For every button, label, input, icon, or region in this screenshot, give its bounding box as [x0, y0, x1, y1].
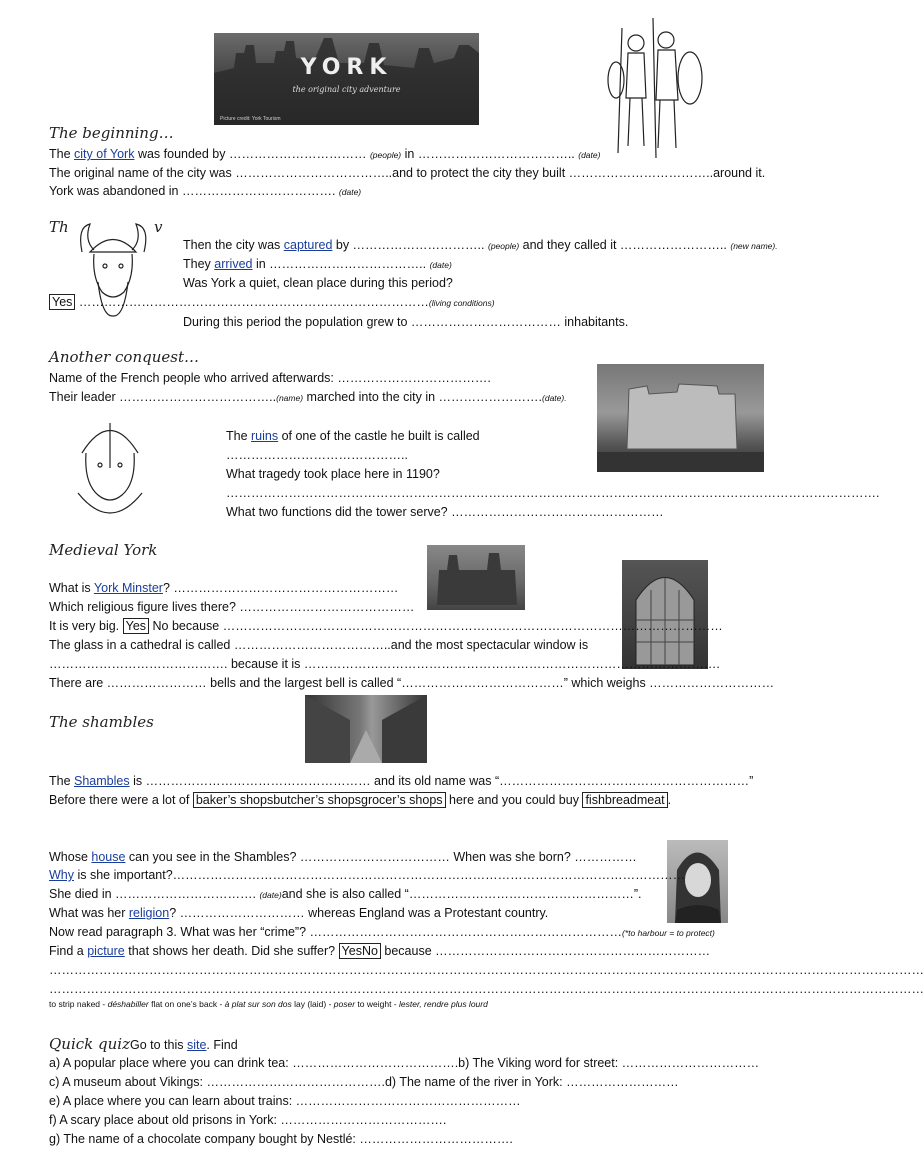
note: (new name).: [730, 241, 778, 251]
minster-shape: [427, 545, 525, 610]
conquest-line-6: ………………………………………………………………………………………………………………………………………….: [226, 486, 880, 500]
quiz-line-f: f) A scary place about old prisons in York: ………………………………….: [49, 1113, 447, 1127]
text: Go to this: [129, 1038, 187, 1052]
viking-line-5: During this period the population grew to ……………………………… inhabitants.: [183, 315, 629, 329]
shambles-line-8: [49, 944, 710, 958]
shambles-line-9: …………………………………………………………………………………………………………………………………………………………………………………………: [49, 963, 924, 977]
text: that shows her death. Did she suffer?: [124, 944, 339, 958]
yes-no-dropdown[interactable]: YesNo: [339, 943, 381, 959]
text: déshabiller: [107, 999, 149, 1009]
note: (date): [338, 187, 362, 197]
banner-tagline: the original city adventure: [292, 85, 401, 94]
shambles-line-3: [49, 850, 637, 864]
religion-link[interactable]: religion: [128, 906, 170, 920]
captured-link[interactable]: captured: [283, 238, 333, 252]
text: Then the city was: [183, 238, 284, 252]
city-of-york-link[interactable]: city of York: [74, 147, 135, 161]
conquest-line-4: ……………………………………..: [226, 448, 408, 462]
medieval-line-3: [49, 619, 723, 633]
text: and she is also called “………………………………………………”.: [281, 887, 642, 901]
beginning-line-3: [49, 184, 361, 198]
quiz-line-e: e) A place where you can learn about trains: ………………………………………………: [49, 1094, 521, 1108]
glossary: [49, 999, 488, 1009]
text: à plat sur son dos: [224, 999, 292, 1009]
shops-dropdown[interactable]: baker’s shopsbutcher’s shopsgrocer’s shops: [193, 792, 446, 808]
quiz-line-c: c) A museum about Vikings: …………………………………….d) The name of the river in York: ………………………: [49, 1075, 679, 1089]
text: ? ………………………………………………: [162, 581, 399, 595]
note: (date).: [542, 393, 567, 403]
text: and they called it ……………………..: [519, 238, 731, 252]
norman-soldier-drawing: [70, 413, 150, 525]
text: flat on one’s back -: [148, 999, 225, 1009]
viking-line-1: [183, 238, 778, 252]
text: Before there were a lot of: [49, 793, 193, 807]
note: (people): [369, 150, 402, 160]
text: The: [49, 774, 75, 788]
why-link[interactable]: Why: [49, 868, 74, 882]
beginning-line-2: The original name of the city was ………………………………..and to protect the city they built ……………………………..around it.: [49, 166, 766, 180]
text: to weight -: [355, 999, 399, 1009]
section-title-quiz: Quick quiz: [49, 1035, 130, 1053]
shambles-line-10: …………………………………………………………………………………………………………………………………………………………………………………………: [49, 982, 924, 996]
text: marched into the city in …………………….: [303, 390, 543, 404]
text: The: [49, 147, 75, 161]
conquest-line-3: [226, 429, 480, 443]
quiz-header: [49, 1035, 238, 1053]
quiz-line-g: g) The name of a chocolate company bought by Nestlé: ……………………………….: [49, 1132, 513, 1146]
cliffords-tower-photo: [597, 364, 764, 472]
text: No because …………………………………………………………………………………………………………: [149, 619, 723, 633]
picture-link[interactable]: picture: [87, 944, 125, 958]
text: What is: [49, 581, 94, 595]
viking-line-4: [49, 295, 495, 309]
yes-option-box[interactable]: Yes: [123, 618, 149, 634]
note: (date): [259, 890, 282, 900]
medieval-line-1: [49, 581, 398, 595]
shambles-line-4: [49, 868, 685, 882]
viking-line-2: [183, 257, 452, 271]
conquest-line-5: What tragedy took place here in 1190?: [226, 467, 440, 481]
text: York was abandoned in ……………………………….: [49, 184, 339, 198]
text: The: [226, 429, 252, 443]
section-title-shambles: The shambles: [49, 713, 154, 731]
text: Find a: [49, 944, 88, 958]
section-title-viking-a: Th: [49, 218, 69, 236]
text: in ………………………………..: [401, 147, 579, 161]
shambles-line-1: [49, 774, 753, 788]
shambles-link[interactable]: Shambles: [74, 774, 130, 788]
viking-line-3: Was York a quiet, clean place during this period?: [183, 276, 453, 290]
medieval-line-6: There are …………………… bells and the largest bell is called “…………………………………” which weighs …………………………: [49, 676, 775, 690]
quiz-line-a: a) A popular place where you can drink tea: ………………………………….b) The Viking word for street: ……………………………: [49, 1056, 760, 1070]
note: (people): [487, 241, 520, 251]
yes-option-box[interactable]: Yes: [49, 294, 75, 310]
text: can you see in the Shambles? ……………………………… When was she born? ……………: [125, 850, 637, 864]
shambles-line-6: [49, 906, 548, 920]
text: to strip naked -: [49, 999, 108, 1009]
conquest-line-7: What two functions did the tower serve? ……………………………………………: [226, 505, 664, 519]
ruins-link[interactable]: ruins: [251, 429, 279, 443]
text: here and you could buy: [445, 793, 583, 807]
text: . Find: [206, 1038, 238, 1052]
section-title-conquest: Another conquest…: [49, 348, 199, 366]
section-title-viking-b: v: [154, 218, 163, 236]
text: in ………………………………..: [252, 257, 430, 271]
text: Whose: [49, 850, 92, 864]
street-shape: [305, 695, 427, 763]
text: ? ………………………… whereas England was a Protestant country.: [169, 906, 549, 920]
text: …………………………………………………………………………: [75, 295, 429, 309]
text: by …………………………..: [332, 238, 488, 252]
note: (living conditions): [428, 298, 495, 308]
york-minster-link[interactable]: York Minster: [93, 581, 163, 595]
text: She died in …………………………….: [49, 887, 260, 901]
text: because …………………………………………………………: [380, 944, 711, 958]
text: Their leader ………………………………..: [49, 390, 277, 404]
text: lay (laid) -: [291, 999, 334, 1009]
shambles-line-2: [49, 793, 671, 807]
section-title-beginning: The beginning…: [49, 124, 174, 142]
note: (date): [429, 260, 452, 270]
text: They: [183, 257, 215, 271]
york-minster-photo: [427, 545, 525, 610]
shambles-street-photo: [305, 695, 427, 763]
house-link[interactable]: house: [91, 850, 126, 864]
tower-shape: [597, 364, 764, 472]
note: (date): [578, 150, 601, 160]
food-dropdown[interactable]: fishbreadmeat: [582, 792, 667, 808]
section-title-medieval: Medieval York: [49, 541, 158, 559]
conquest-line-2: [49, 390, 567, 404]
arrived-link[interactable]: arrived: [214, 257, 253, 271]
beginning-line-1: [49, 147, 600, 161]
shambles-line-5: [49, 887, 641, 901]
medieval-line-4: The glass in a cathedral is called ………………………………..and the most spectacular window is: [49, 638, 589, 652]
medieval-line-5: ……………………………………. because it is ……………………………………………………………………………………….: [49, 657, 720, 671]
stained-glass-window-photo: [622, 560, 708, 669]
text: poser: [333, 999, 356, 1009]
note: (*to harbour = to protect): [622, 928, 715, 938]
text: Now read paragraph 3. What was her “crime”? …………………………………………………………………: [49, 925, 623, 939]
text: was founded by ……………………………: [134, 147, 370, 161]
text: lester, rendre plus lourd: [399, 999, 488, 1009]
banner-caption: Picture credit: York Tourism: [220, 116, 281, 122]
text: is she important?……………………………………………………………………………………………………………: [74, 868, 686, 882]
conquest-line-1: Name of the French people who arrived afterwards: ……………………………….: [49, 371, 491, 385]
site-link[interactable]: site: [186, 1038, 207, 1052]
text: .: [667, 793, 672, 807]
york-banner-image: [214, 33, 479, 125]
shambles-line-7: [49, 925, 715, 939]
window-shape: [622, 560, 708, 669]
text: It is very big.: [49, 619, 123, 633]
roman-soldiers-drawing: [598, 18, 708, 160]
text: of one of the castle he built is called: [278, 429, 480, 443]
text: What was her: [49, 906, 129, 920]
note: (name): [276, 393, 304, 403]
banner-title: YORK: [300, 55, 393, 80]
medieval-line-2: Which religious figure lives there? ……………………………………: [49, 600, 415, 614]
text: is ……………………………………………… and its old name was “……………………………………………………”: [129, 774, 754, 788]
